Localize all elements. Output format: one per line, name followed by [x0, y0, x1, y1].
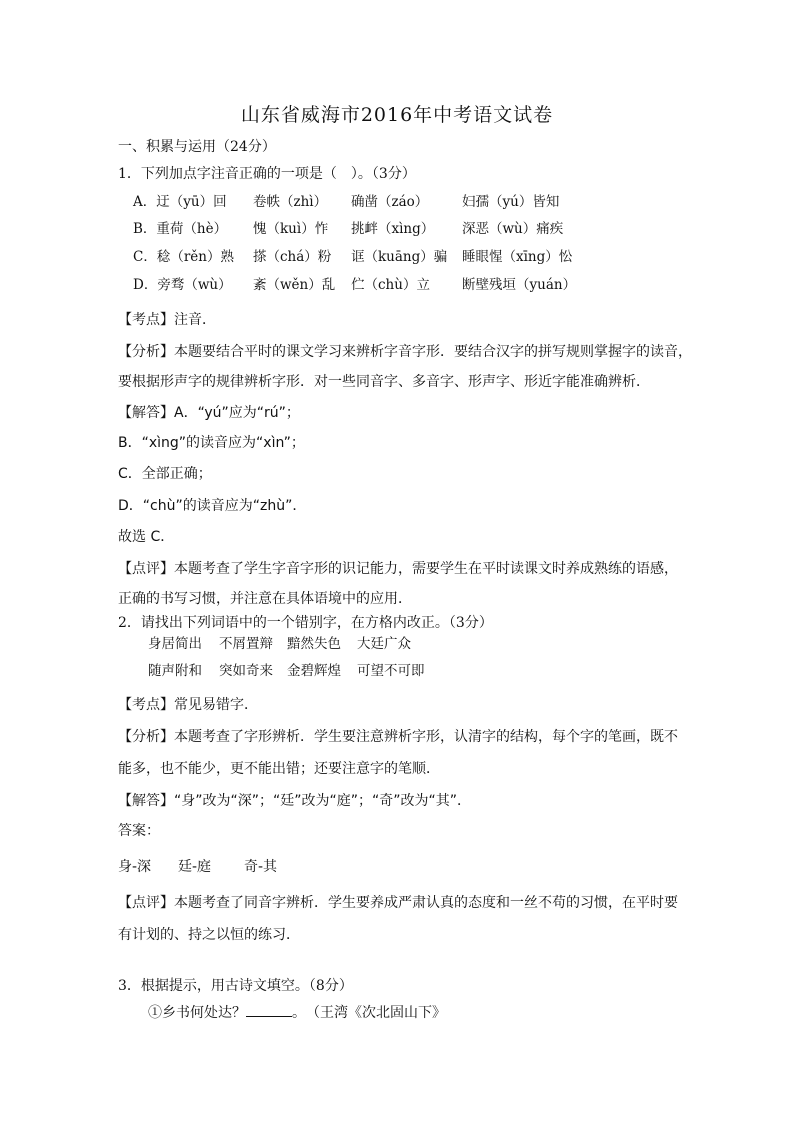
q1-option-a1: A．迂（yū）回: [133, 194, 227, 210]
q1-fenxi-line1: 【分析】本题要结合平时的课文学习来辨析字音字形．要结合汉字的拼写规则掌握字的读音，: [118, 344, 692, 360]
q2-word-7: 金碧辉煌: [287, 663, 341, 679]
q2-word-5: 随声附和: [148, 663, 202, 679]
q1-jieda-line3: C．全部正确；: [118, 466, 212, 482]
q1-jieda-line2: B．“xìng”的读音应为“xìn”；: [118, 435, 305, 451]
q2-word-3: 黯然失色: [287, 636, 341, 652]
q2-fenxi-line2: 能多，也不能少，更不能出错；还要注意字的笔顺．: [118, 761, 440, 777]
q1-kaodian: 【考点】注音．: [118, 312, 216, 328]
question-2-stem: 2．请找出下列词语中的一个错别字，在方格内改正。（3分）: [118, 615, 493, 631]
q2-daan-label: 答案：: [118, 823, 160, 839]
q1-option-b4: 深恶（wù）痛疾: [462, 221, 564, 237]
q2-daan-item-1: 身-深: [118, 859, 152, 875]
q1-option-b1: B．重荷（hè）: [133, 221, 228, 237]
q1-option-b3: 挑衅（xìng）: [351, 221, 435, 237]
q1-option-d2: 紊（wěn）乱: [253, 277, 336, 293]
q1-jieda-line1: 【解答】A．“yú”应为“rú”；: [118, 405, 300, 421]
q2-dianping-line2: 有计划的、持之以恒的练习．: [118, 927, 300, 943]
q2-word-1: 身居简出: [148, 636, 202, 652]
q1-option-c1: C．稔（rěn）熟: [133, 249, 234, 265]
q1-option-a2: 卷帙（zhì）: [253, 194, 328, 210]
q2-kaodian: 【考点】常见易错字．: [118, 697, 258, 713]
q2-word-8: 可望不可即: [357, 663, 425, 679]
q2-word-2: 不屑置辩: [219, 636, 273, 652]
q1-option-a4: 妇孺（yú）皆知: [462, 194, 560, 210]
section-heading: 一、积累与运用（24分）: [118, 139, 276, 155]
q3-item-1-source: 。 （王湾《次北固山下》: [292, 1005, 446, 1021]
q3-item-1-prompt: ①乡书何处达？: [148, 1005, 246, 1021]
question-1-stem: 1．下列加点字注音正确的一项是（ ）。（3分）: [118, 166, 416, 182]
q3-item-1-blank[interactable]: [246, 1004, 292, 1017]
q1-fenxi-line2: 要根据形声字的规律辨析字形．对一些同音字、多音字、形声字、形近字能准确辨析．: [118, 374, 650, 390]
q1-option-c2: 搽（chá）粉: [253, 249, 332, 265]
q1-dianping-line2: 正确的书写习惯，并注意在具体语境中的应用．: [118, 591, 412, 607]
q2-word-6: 突如奇来: [219, 663, 273, 679]
q1-jieda-line5: 故选 C．: [118, 529, 175, 545]
q2-fenxi-line1: 【分析】本题考查了字形辨析．学生要注意辨析字形，认清字的结构，每个字的笔画，既不: [118, 729, 678, 745]
q1-option-b2: 愧（kuì）怍: [253, 221, 329, 237]
q1-option-d4: 断壁残垣（yuán）: [462, 277, 577, 293]
q1-option-a3: 确凿（záo）: [351, 194, 429, 210]
q1-jieda-line4: D．“chù”的读音应为“zhù”．: [118, 498, 307, 514]
q1-option-d1: D．旁骛（wù）: [133, 277, 232, 293]
question-3-stem: 3．根据提示，用古诗文填空。（8分）: [118, 978, 353, 994]
q2-jieda: 【解答】“身”改为“深”；“廷”改为“庭”；“奇”改为“其”．: [118, 793, 472, 809]
q1-option-d3: 伫（chù）立: [351, 277, 430, 293]
page-title: 山东省威海市2016年中考语文试卷: [240, 104, 554, 126]
q2-daan-item-3: 奇-其: [244, 859, 278, 875]
q1-option-c4: 睡眼惺（xīng）忪: [462, 249, 573, 265]
q2-daan-item-2: 廷-庭: [178, 859, 212, 875]
q1-option-c3: 诓（kuāng）骗: [351, 249, 448, 265]
q1-dianping-line1: 【点评】本题考查了学生字音字形的识记能力，需要学生在平时读课文时养成熟练的语感，: [118, 561, 678, 577]
q2-dianping-line1: 【点评】本题考查了同音字辨析．学生要养成严肃认真的态度和一丝不苟的习惯，在平时要: [118, 895, 678, 911]
q2-word-4: 大廷广众: [357, 636, 411, 652]
q3-item-1: [148, 1004, 446, 1022]
